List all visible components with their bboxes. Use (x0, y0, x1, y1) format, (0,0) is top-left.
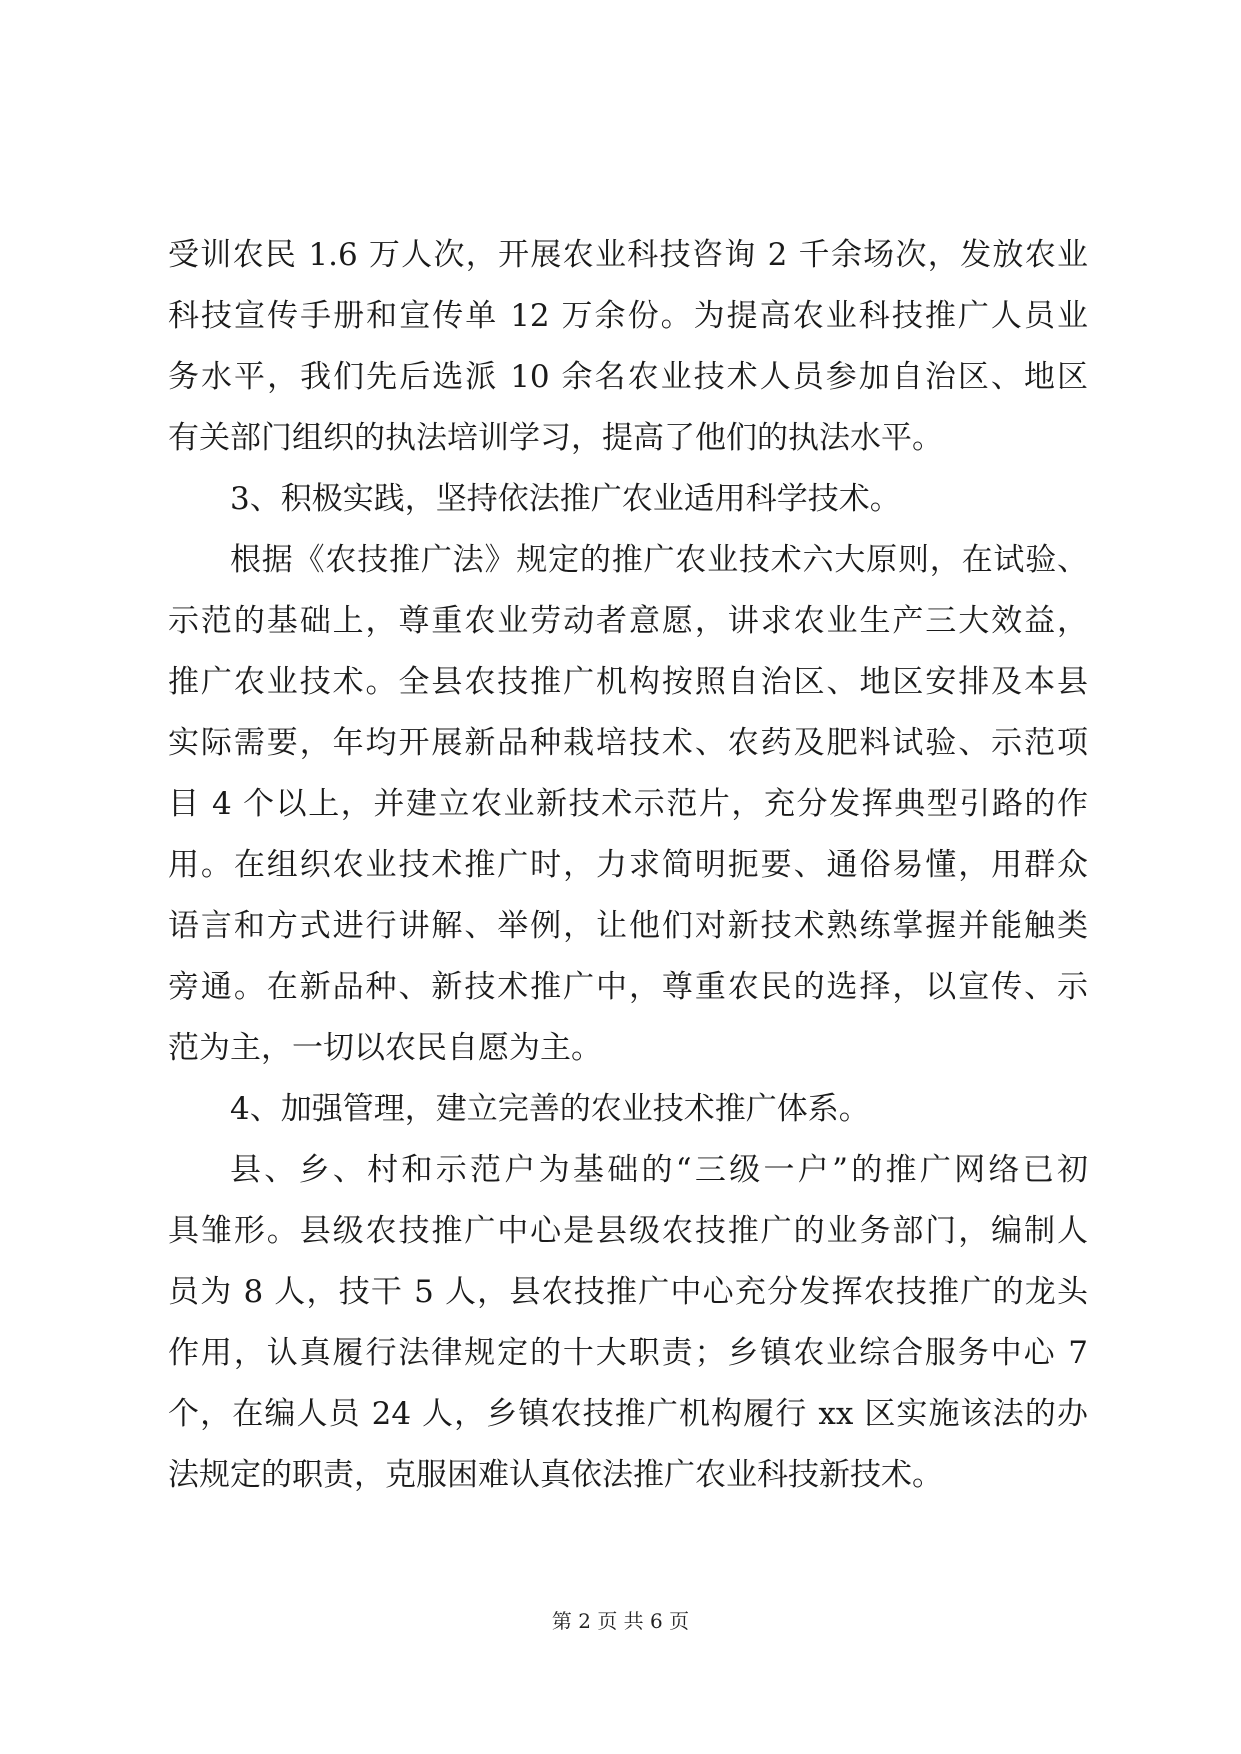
text-line: 根据《农技推广法》规定的推广农业技术六大原则，在试验、 (230, 542, 1088, 578)
text-line: 务水平，我们先后选派 10 余名农业技术人员参加自治区、地区 (168, 359, 1088, 395)
text-line: 法规定的职责，克服困难认真依法推广农业科技新技术。 (168, 1457, 943, 1493)
text-line: 目 4 个以上，并建立农业新技术示范片，充分发挥典型引路的作 (168, 786, 1088, 822)
text-line: 推广农业技术。全县农技推广机构按照自治区、地区安排及本县 (168, 664, 1088, 700)
text-line: 实际需要，年均开展新品种栽培技术、农药及肥料试验、示范项 (168, 725, 1088, 761)
text-line: 员为 8 人，技干 5 人，县农技推广中心充分发挥农技推广的龙头 (168, 1274, 1088, 1310)
text-line: 示范的基础上，尊重农业劳动者意愿，讲求农业生产三大效益， (168, 603, 1088, 639)
body-text (168, 225, 1088, 1506)
page-number-footer: 第 2 页 共 6 页 (551, 1609, 690, 1633)
text-line: 具雏形。县级农技推广中心是县级农技推广的业务部门，编制人 (168, 1213, 1088, 1249)
text-line: 有关部门组织的执法培训学习，提高了他们的执法水平。 (168, 420, 943, 456)
text-line: 受训农民 1.6 万人次，开展农业科技咨询 2 千余场次，发放农业 (168, 237, 1088, 273)
text-line: 旁通。在新品种、新技术推广中，尊重农民的选择，以宣传、示 (168, 969, 1088, 1005)
text-line: 作用，认真履行法律规定的十大职责；乡镇农业综合服务中心 7 (168, 1335, 1088, 1371)
text-line: 个，在编人员 24 人，乡镇农技推广机构履行 xx 区实施该法的办 (168, 1396, 1088, 1432)
text-line: 县、乡、村和示范户为基础的“三级一户”的推广网络已初 (230, 1152, 1088, 1188)
section-heading: 4、加强管理，建立完善的农业技术推广体系。 (230, 1091, 870, 1127)
section-heading: 3、积极实践，坚持依法推广农业适用科学技术。 (230, 481, 901, 517)
text-line: 科技宣传手册和宣传单 12 万余份。为提高农业科技推广人员业 (168, 298, 1088, 334)
text-line: 用。在组织农业技术推广时，力求简明扼要、通俗易懂，用群众 (168, 847, 1088, 883)
text-line: 语言和方式进行讲解、举例，让他们对新技术熟练掌握并能触类 (168, 908, 1088, 944)
text-line: 范为主，一切以农民自愿为主。 (168, 1030, 602, 1066)
